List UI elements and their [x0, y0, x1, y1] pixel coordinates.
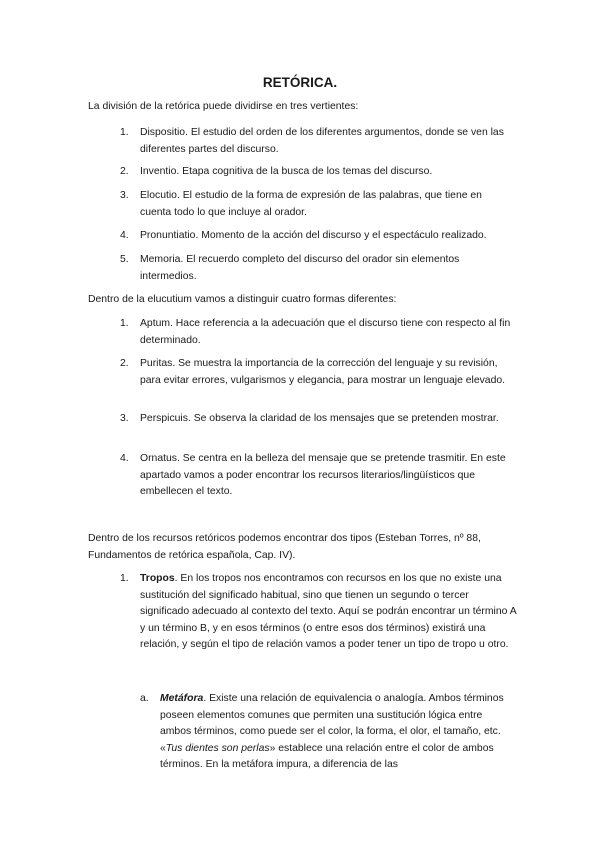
- intro-paragraph: La división de la retórica puede dividirse en tres vertientes:: [88, 101, 359, 112]
- list-text: Perspicuis. Se observa la claridad de los mensajes que se pretenden mostrar.: [140, 413, 499, 424]
- list-text: Inventio. Etapa cognitiva de la busca de los temas del discurso.: [140, 166, 433, 177]
- list-text: [160, 691, 516, 774]
- list-text: Pronuntiatio. Momento de la acción del discurso y el espectáculo realizado.: [140, 230, 487, 241]
- list-item: [120, 451, 516, 501]
- list-number: 4.: [120, 230, 129, 241]
- list-item: [120, 164, 516, 181]
- term-label: Metáfora: [160, 693, 204, 704]
- list-text: Aptum. Hace referencia a la adecuación que el discurso tiene con respecto al fin determinado.: [140, 318, 511, 346]
- list-number: 3.: [120, 413, 129, 424]
- list-number: 5.: [120, 254, 129, 265]
- list-item: [120, 125, 516, 158]
- list-text: Elocutio. El estudio de la forma de expresión de las palabras, que tiene en cuenta todo lo que incluye al orador.: [140, 190, 482, 218]
- list-text: Dispositio. El estudio del orden de los diferentes argumentos, donde se ven las diferentes partes del discurso.: [140, 127, 504, 155]
- list-number: 1.: [120, 127, 129, 138]
- list-number: 2.: [120, 358, 129, 369]
- list-item: [120, 252, 516, 285]
- list-number: 2.: [120, 166, 129, 177]
- list-item: [120, 316, 516, 349]
- page-title: RETÓRICA.: [262, 75, 338, 90]
- term-definition: . En los tropos nos encontramos con recursos en los que no existe una sustitución del significado habitual, sino que tienen un segundo o tercer significado adecuado al contexto del texto. Aquí se podrán encontrar un término A y un término B, y en esos términos (o entre esos dos términos) existirá una relación, y según el tipo de relación vamos a poder tener un tipo de tropo u otro.: [140, 573, 517, 651]
- list-number: 3.: [120, 190, 129, 201]
- recursos-paragraph: Dentro de los recursos retóricos podemos encontrar dos tipos (Esteban Torres, nº 88, Fundamentos de retórica española, Cap. IV).: [88, 533, 481, 561]
- list-item: [120, 571, 518, 654]
- term-definition-continued: » establece una relación entre el color de ambos términos. En la metáfora impura, a diferencia de las: [160, 742, 494, 771]
- list-number: 4.: [120, 453, 129, 464]
- term-label: Tropos: [140, 573, 175, 584]
- elocutio-paragraph: Dentro de la elucutium vamos a distinguir cuatro formas diferentes:: [88, 294, 397, 305]
- term-definition: . Existe una relación de equivalencia o analogía. Ambos términos poseen elementos comunes que permiten una sustitución lógica entre ambos términos, como puede ser el color, la forma, el olor, el tamaño, etc. «: [160, 693, 504, 754]
- list-item: [120, 188, 516, 221]
- list-letter: a.: [140, 693, 149, 704]
- example-quote: Tus dientes son perlas: [165, 742, 270, 754]
- list-text: [140, 571, 518, 654]
- list-number: 1.: [120, 573, 129, 584]
- list-text: Memoria. El recuerdo completo del discurso del orador sin elementos intermedios.: [140, 254, 460, 282]
- list-number: 1.: [120, 318, 129, 329]
- list-text: Puritas. Se muestra la importancia de la corrección del lenguaje y su revisión, para evitar errores, vulgarismos y elegancia, para mostrar un lenguaje elevado.: [140, 358, 506, 386]
- list-item: [120, 411, 516, 428]
- list-item: [120, 356, 516, 389]
- sub-list-item: [140, 691, 516, 774]
- list-item: [120, 228, 516, 245]
- list-text: Ornatus. Se centra en la belleza del mensaje que se pretende trasmitir. En este apartado vamos a poder encontrar los recursos literarios/lingüísticos que embellecen el texto.: [140, 453, 506, 498]
